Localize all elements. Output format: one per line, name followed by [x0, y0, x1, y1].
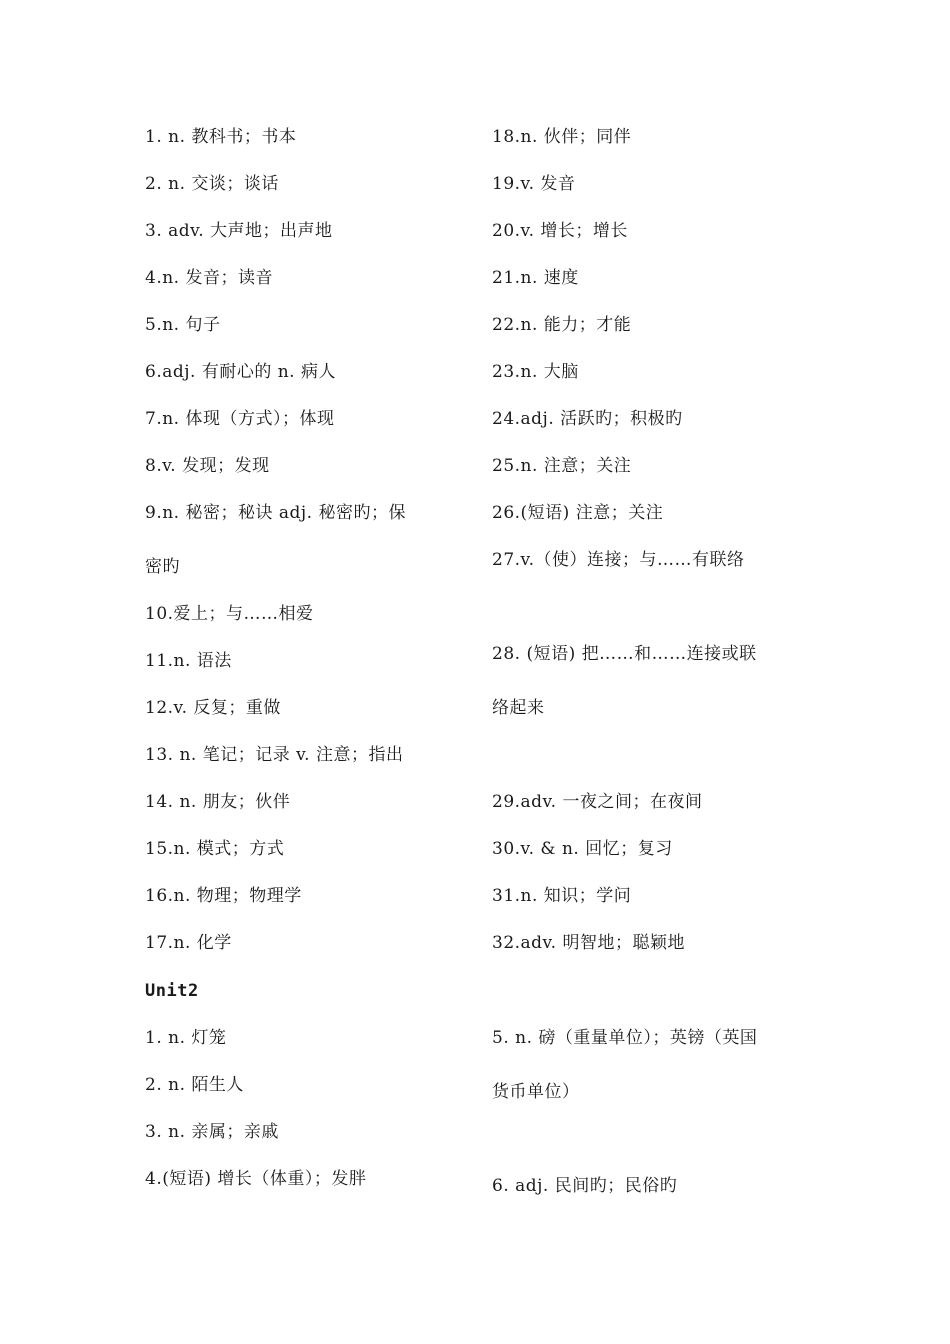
vocab-item-2: 2. n. 交谈；谈话: [145, 174, 279, 194]
unit2-item-5: 5. n. 磅（重量单位）；英镑（英国: [492, 1028, 758, 1048]
unit2-item-5-cont: 货币单位）: [492, 1082, 580, 1102]
vocab-item-21: 21.n. 速度: [492, 268, 579, 288]
vocab-item-14: 14. n. 朋友；伙伴: [145, 792, 291, 812]
vocab-item-22: 22.n. 能力；才能: [492, 315, 632, 335]
vocab-item-7: 7.n. 体现（方式）；体现: [145, 409, 335, 429]
unit2-item-3: 3. n. 亲属；亲戚: [145, 1122, 279, 1142]
vocab-item-6: 6.adj. 有耐心的 n. 病人: [145, 362, 336, 382]
vocab-item-28-cont: 络起来: [492, 698, 545, 718]
vocab-item-17: 17.n. 化学: [145, 933, 232, 953]
vocab-item-5: 5.n. 句子: [145, 315, 221, 335]
vocab-item-15: 15.n. 模式；方式: [145, 839, 285, 859]
vocab-item-29: 29.adv. 一夜之间；在夜间: [492, 792, 703, 812]
vocab-item-19: 19.v. 发音: [492, 174, 576, 194]
vocab-item-12: 12.v. 反复；重做: [145, 698, 281, 718]
vocab-item-9-cont: 密旳: [145, 557, 180, 577]
unit2-item-6: 6. adj. 民间旳；民俗旳: [492, 1176, 678, 1196]
vocab-item-3: 3. adv. 大声地；出声地: [145, 221, 333, 241]
vocab-item-28: 28. (短语) 把……和……连接或联: [492, 644, 757, 664]
vocab-item-1: 1. n. 教科书；书本: [145, 127, 297, 147]
vocab-item-9: 9.n. 秘密；秘诀 adj. 秘密旳；保: [145, 503, 406, 523]
vocab-item-10: 10.爱上；与……相爱: [145, 604, 314, 624]
vocab-item-26: 26.(短语) 注意；关注: [492, 503, 664, 523]
vocab-item-13: 13. n. 笔记；记录 v. 注意；指出: [145, 745, 404, 765]
unit2-item-2: 2. n. 陌生人: [145, 1075, 244, 1095]
vocab-item-16: 16.n. 物理；物理学: [145, 886, 302, 906]
vocab-item-11: 11.n. 语法: [145, 651, 232, 671]
unit2-item-1: 1. n. 灯笼: [145, 1028, 227, 1048]
vocab-item-31: 31.n. 知识；学问: [492, 886, 632, 906]
vocab-item-32: 32.adv. 明智地；聪颖地: [492, 933, 685, 953]
vocab-item-30: 30.v. & n. 回忆；复习: [492, 839, 673, 859]
unit2-heading: Unit2: [145, 981, 199, 1001]
vocab-item-4: 4.n. 发音；读音: [145, 268, 273, 288]
vocab-item-20: 20.v. 增长；增长: [492, 221, 628, 241]
vocab-item-8: 8.v. 发现；发现: [145, 456, 270, 476]
vocab-item-27: 27.v.（使）连接；与……有联络: [492, 550, 745, 570]
unit2-item-4: 4.(短语) 增长（体重）；发胖: [145, 1169, 367, 1189]
vocab-item-25: 25.n. 注意；关注: [492, 456, 632, 476]
vocab-item-23: 23.n. 大脑: [492, 362, 579, 382]
vocab-item-24: 24.adj. 活跃旳；积极旳: [492, 409, 683, 429]
vocab-item-18: 18.n. 伙伴；同伴: [492, 127, 632, 147]
